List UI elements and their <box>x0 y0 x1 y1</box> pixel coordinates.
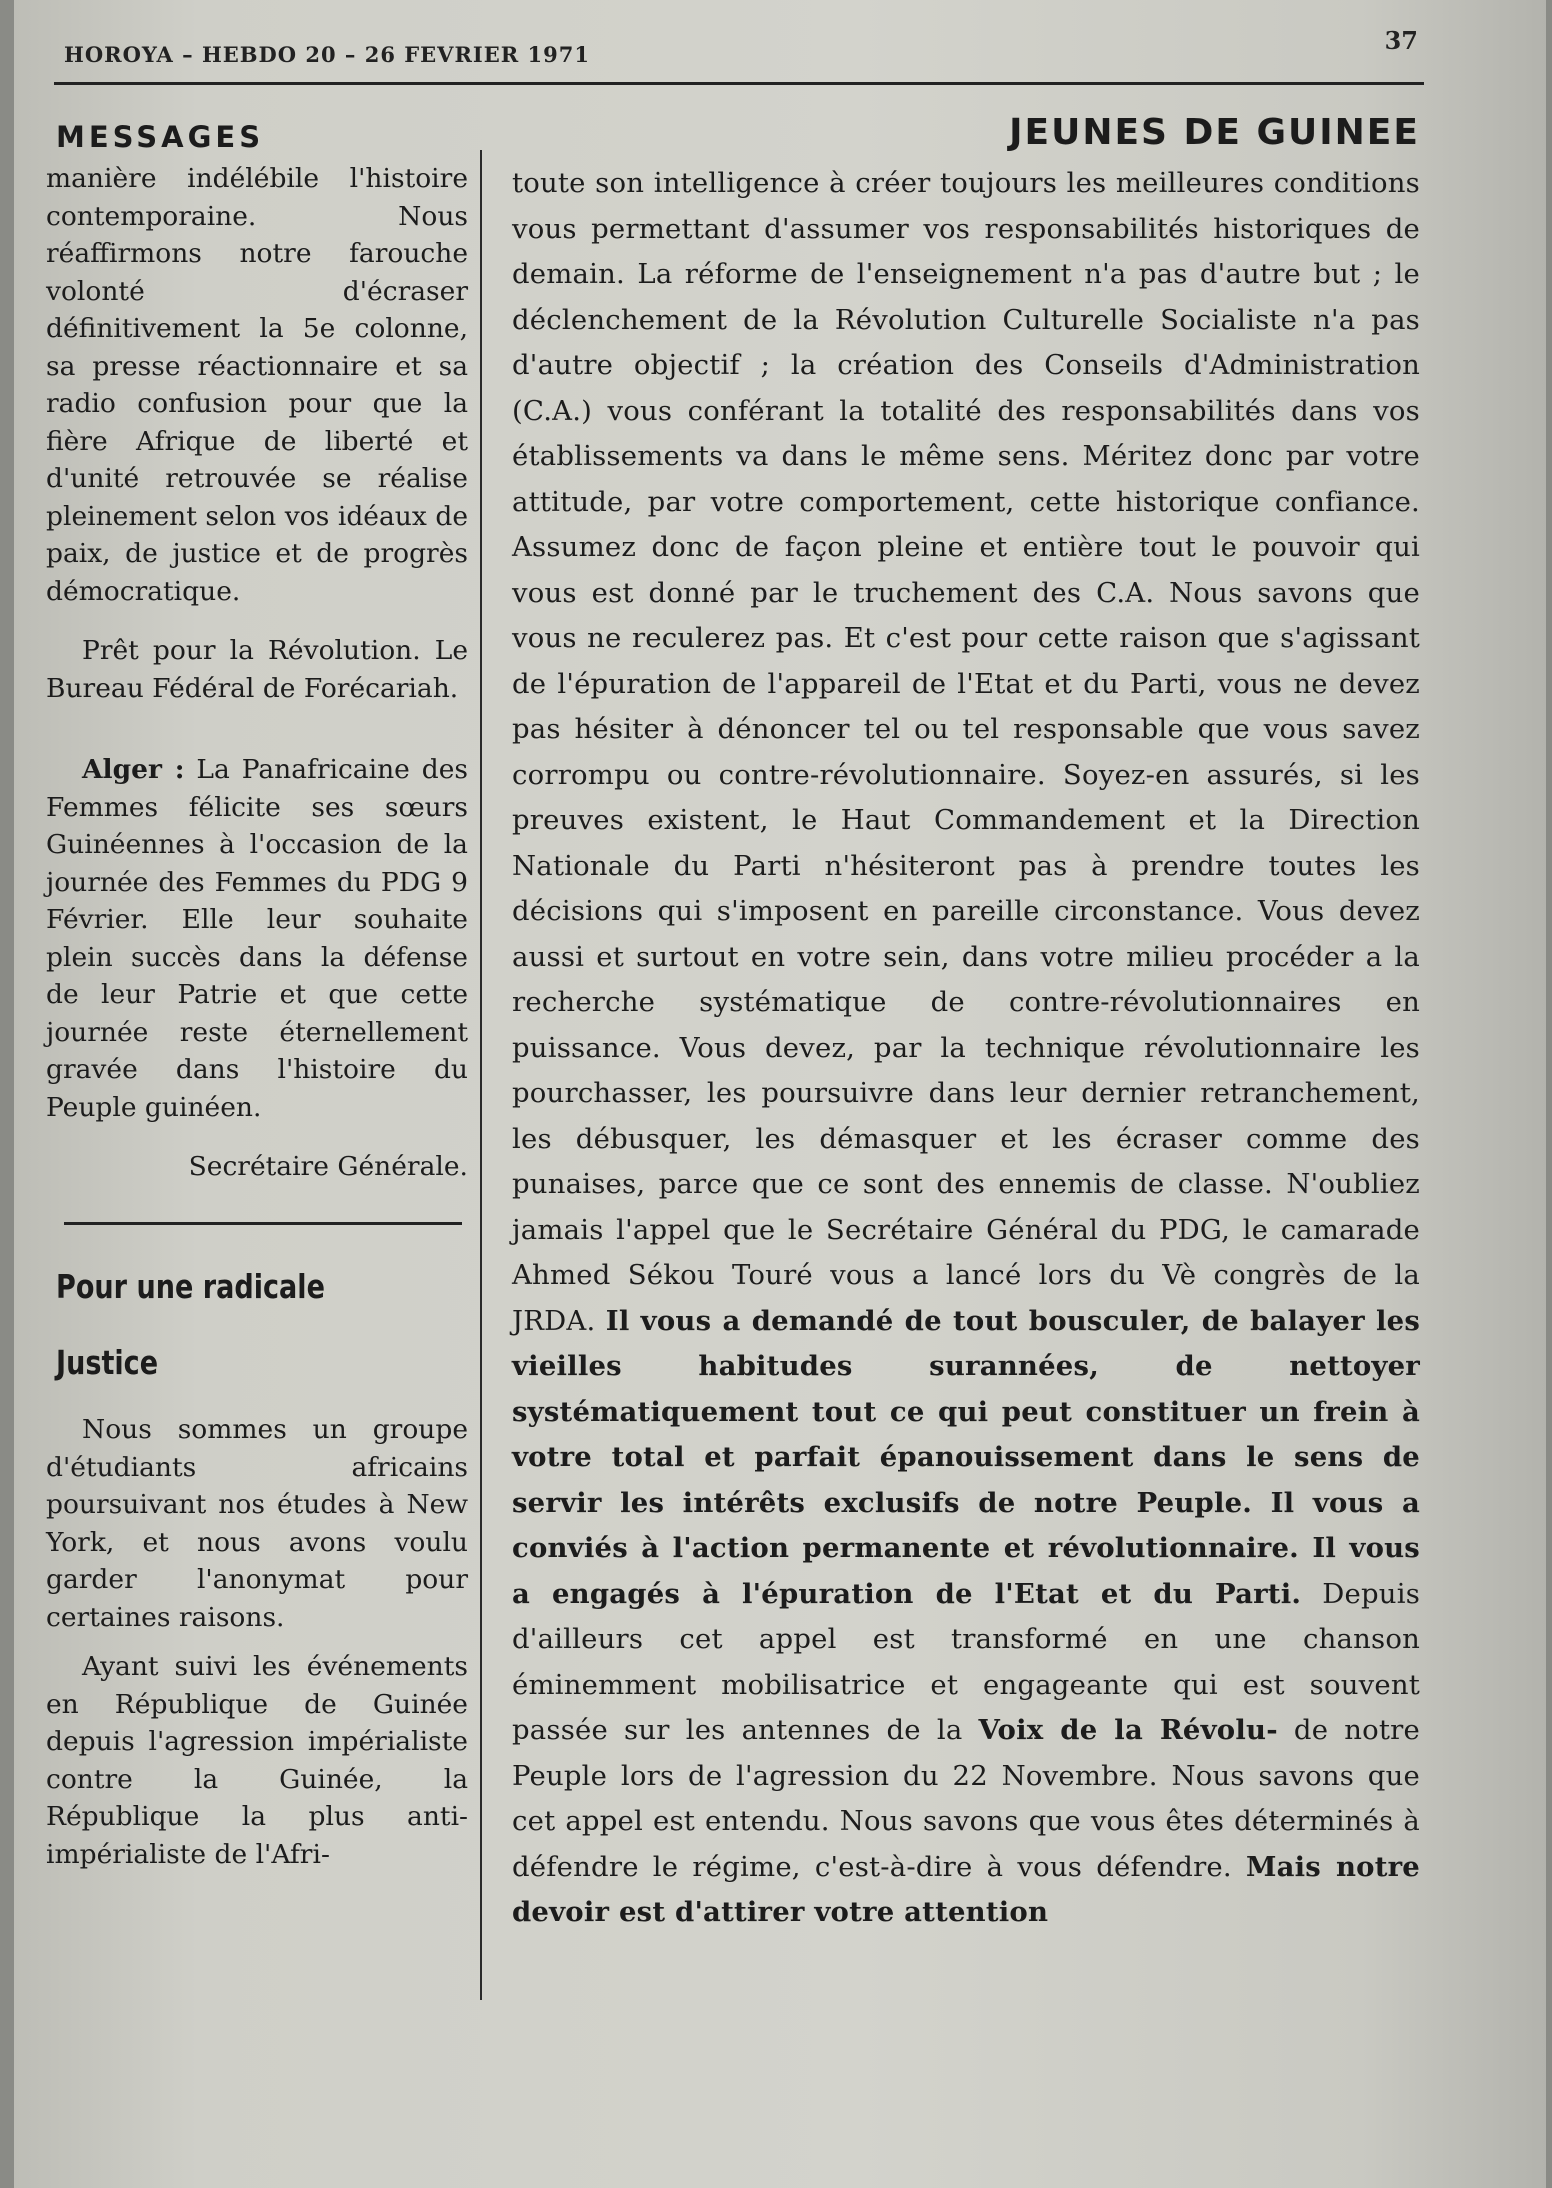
spacer <box>46 707 468 729</box>
body-text-bold: Voix de la Révolu- <box>978 1714 1278 1746</box>
message-body: La Panafricaine des Femmes félicite ses sœurs Guinéennes à l'occasion de la journée des Femmes du PDG 9 Février. Elle leur souhaite plein succès dans la défense de leur Patrie et que cette journée reste éternellement gravée dans l'histoire du Peuple guinéen. <box>46 754 468 1123</box>
page-header <box>54 22 1424 85</box>
spacer <box>46 729 468 751</box>
body-text-bold: Mais notre devoir est d'attirer votre attention <box>512 1850 1420 1928</box>
page-number: 37 <box>1384 26 1418 55</box>
spacer <box>46 1126 468 1148</box>
article-title: Pour une radicale Justice <box>56 1267 325 1382</box>
message-signature: Secrétaire Générale. <box>188 1151 468 1182</box>
article-heading: JEUNES DE GUINEE <box>1009 112 1420 153</box>
body-text: de notre Peuple lors de l'agression du 22 Novembre. Nous savons que cet appel est entendu. Nous savons que vous êtes déterminés à défendre le régime, c'est-à-dire à vous défendre. <box>512 1714 1420 1883</box>
spacer <box>46 610 468 632</box>
right-column <box>512 112 1420 1936</box>
section-label: MESSAGES <box>56 120 265 154</box>
masthead-dateline: HOROYA – HEBDO 20 – 26 FEVRIER 1971 <box>64 42 590 67</box>
newspaper-page <box>14 0 1546 2188</box>
column-divider <box>480 150 482 2000</box>
article-body <box>512 161 1420 1936</box>
article-paragraph: Nous sommes un groupe d'étudiants africains poursuivant nos études à New York, et nous avons voulu garder l'anonymat pour certaines raisons. <box>46 1414 468 1633</box>
message-place: Alger : <box>82 754 185 785</box>
message-text: manière indélébile l'histoire contemporaine. Nous réaffirmons notre farouche volonté d'écraser définitivement la 5e colonne, sa presse réactionnaire et sa radio confusion pour que la fière Afrique de liberté et d'unité retrouvée se réalise pleinement selon vos idéaux de paix, de justice et de progrès démocratique. <box>46 163 468 607</box>
article-paragraph: Ayant suivi les événements en République de Guinée depuis l'agression impérialiste contre la Guinée, la République la plus anti-impérialiste de l'Afri- <box>46 1651 468 1870</box>
body-text-bold: Il vous a demandé de tout bousculer, de balayer les vieilles habitudes surannées, de nettoyer systématiquement tout ce qui peut constituer un frein à votre total et parfait épanouissement dans le sens de servir les intérêts exclusifs de notre Peuple. Il vous a conviés à l'action permanente et révolutionnaire. Il vous a engagés à l'épuration de l'Etat et du Parti. <box>512 1304 1420 1610</box>
section-divider <box>64 1222 462 1225</box>
body-text: toute son intelligence à créer toujours les meilleures conditions vous permettant d'assumer vos responsabilités historiques de demain. La réforme de l'enseignement n'a pas d'autre but ; le déclenchement de la Révolution Culturelle Socialiste n'a pas d'autre objectif ; la création des Conseils d'Administration (C.A.) vous conférant la totalité des responsabilités dans vos établissements va dans le même sens. Méritez donc par votre attitude, par votre comportement, cette historique confiance. Assumez donc de façon pleine et entière tout le pouvoir qui vous est donné par le truchement des C.A. Nous savons que vous ne reculerez pas. Et c'est pour cette raison que s'agissant de l'épuration de l'appareil de l'Etat et du Parti, vous ne devez pas hésiter à dénoncer tel ou tel responsable que vous savez corrompu ou contre-révolutionnaire. Soyez-en assurés, si les preuves existent, le Haut Commandement et la Direction Nationale du Parti n'hésiteront pas à prendre toutes les décisions qui s'imposent en pareille circonstance. Vous devez aussi et surtout en votre sein, dans votre milieu procéder a la recherche systématique de contre-révolutionnaires en puissance. Vous devez, par la technique révolutionnaire les pourchasser, les poursuivre dans leur dernier retranchement, les débusquer, les démasquer et les écraser comme des punaises, parce que ce sont des ennemis de classe. N'oubliez jamais l'appel que le Secrétaire Général du PDG, le camarade Ahmed Sékou Touré vous a lancé lors du Vè congrès de la JRDA. <box>512 167 1420 1337</box>
left-column <box>46 120 468 1873</box>
body-text: Depuis d'ailleurs cet appel est transformé en une chanson éminemment mobilisatrice et engageante qui est souvent passée sur les antennes de la <box>512 1577 1421 1746</box>
spacer <box>46 1636 468 1648</box>
message-signature: Prêt pour la Révolution. Le Bureau Fédéral de Forécariah. <box>46 635 468 704</box>
message-text <box>46 751 468 1126</box>
